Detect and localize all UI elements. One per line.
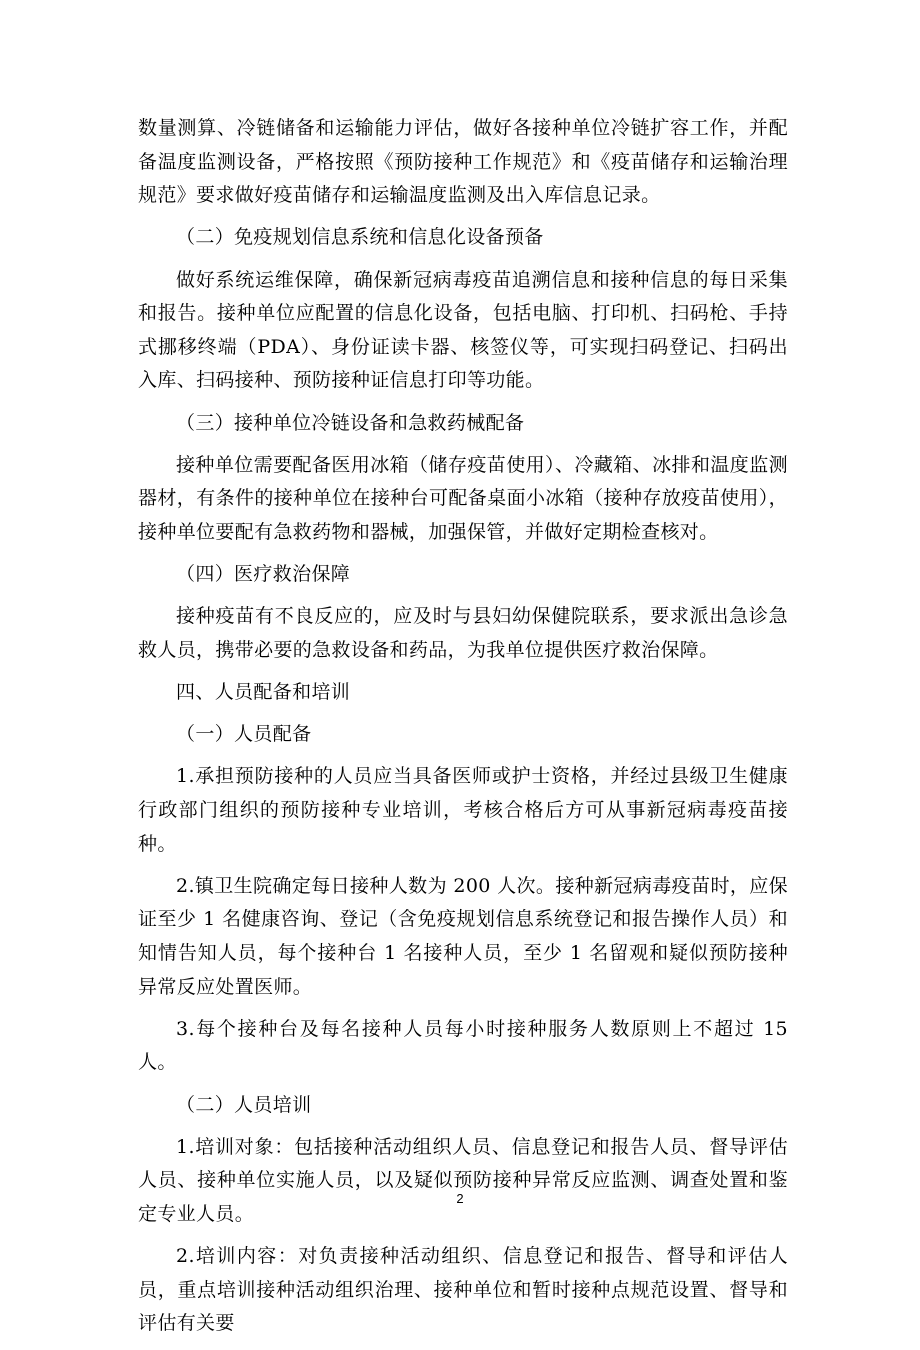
heading-training: （二）人员培训 bbox=[176, 1093, 312, 1116]
heading-staffing: （一）人员配备 bbox=[176, 723, 312, 746]
paragraph-training-1: 1.培训对象：包括接种活动组织人员、信息登记和报告人员、督导评估人员、接种单位实施人员，以及疑似预防接种异常反应监测、调查处置和鉴定专业人员。 bbox=[138, 1135, 788, 1225]
document-body bbox=[138, 112, 788, 1350]
heading-cold-chain-equipment: （三）接种单位冷链设备和急救药械配备 bbox=[176, 411, 525, 434]
paragraph-cold-chain-equipment: 接种单位需要配备医用冰箱（储存疫苗使用）、冷藏箱、冰排和温度监测器材，有条件的接种单位在接种台可配备桌面小冰箱（接种存放疫苗使用），接种单位要配有急救药物和器械，加强保管，并做好定期检查核对。 bbox=[138, 453, 788, 543]
paragraph-training-2: 2.培训内容：对负责接种活动组织、信息登记和报告、督导和评估人员，重点培训接种活动组织治理、接种单位和暂时接种点规范设置、督导和评估有关要 bbox=[138, 1245, 788, 1335]
paragraph-info-system: 做好系统运维保障，确保新冠病毒疫苗追溯信息和接种信息的每日采集和报告。接种单位应配置的信息化设备，包括电脑、打印机、扫码枪、手持式挪移终端（PDA）、身份证读卡器、核签仪等，可实现扫码登记、扫码出入库、扫码接种、预防接种证信息打印等功能。 bbox=[138, 268, 788, 392]
heading-info-system: （二）免疫规划信息系统和信息化设备预备 bbox=[176, 226, 544, 249]
paragraph-cold-chain-continuation: 数量测算、冷链储备和运输能力评估，做好各接种单位冷链扩容工作，并配备温度监测设备，严格按照《预防接种工作规范》和《疫苗储存和运输治理规范》要求做好疫苗储存和运输温度监测及出入库信息记录。 bbox=[138, 117, 788, 207]
heading-staffing-training: 四、人员配备和培训 bbox=[176, 681, 351, 704]
paragraph-staffing-2: 2.镇卫生院确定每日接种人数为 200 人次。接种新冠病毒疫苗时，应保证至少 1 名健康咨询、登记（含免疫规划信息系统登记和报告操作人员）和知情告知人员，每个接种台 1 名接种人员，至少 1 名留观和疑似预防接种异常反应处置医师。 bbox=[138, 874, 788, 998]
paragraph-staffing-3: 3.每个接种台及每名接种人员每小时接种服务人数原则上不超过 15 人。 bbox=[138, 1017, 788, 1074]
paragraph-staffing-1: 1.承担预防接种的人员应当具备医师或护士资格，并经过县级卫生健康行政部门组织的预防接种专业培训，考核合格后方可从事新冠病毒疫苗接种。 bbox=[138, 765, 788, 855]
paragraph-medical-treatment: 接种疫苗有不良反应的，应及时与县妇幼保健院联系，要求派出急诊急救人员，携带必要的急救设备和药品，为我单位提供医疗救治保障。 bbox=[138, 605, 788, 661]
heading-medical-treatment: （四）医疗救治保障 bbox=[176, 563, 351, 586]
page-number: 2 bbox=[456, 1191, 464, 1206]
